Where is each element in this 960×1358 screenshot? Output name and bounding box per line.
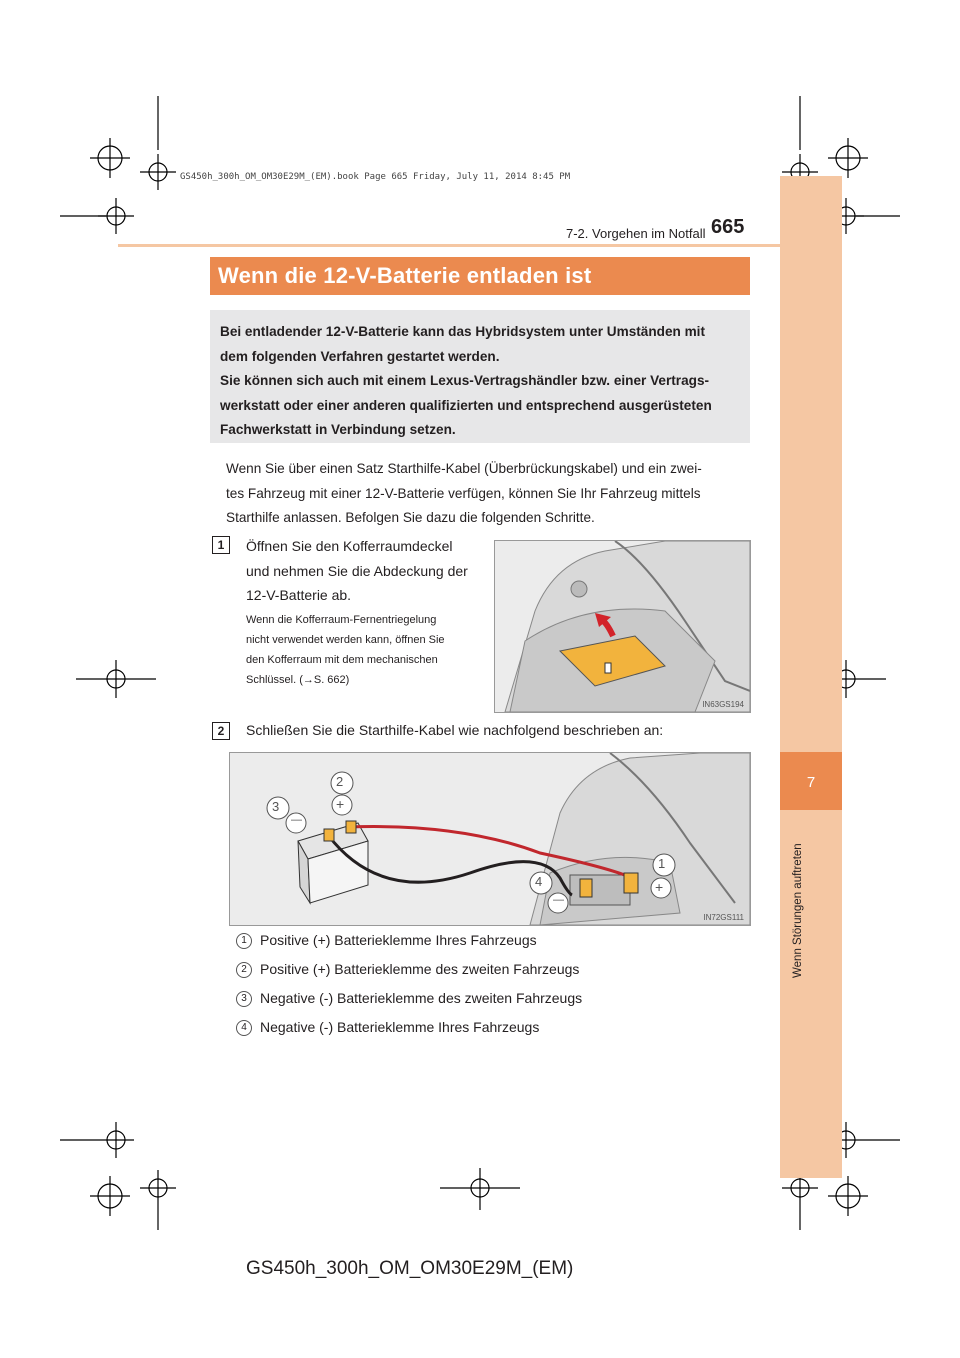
step-1-line: Öffnen Sie den Kofferraumdeckel (246, 538, 453, 554)
print-info-line: GS450h_300h_OM_OM30E29M_(EM).book Page 665 Friday, July 11, 2014 8:45 PM (180, 172, 571, 182)
plus-symbol: + (655, 879, 664, 895)
header-rule (118, 244, 780, 247)
figure-jumper-cables (229, 752, 751, 926)
step-2-text: Schließen Sie die Starthilfe-Kabel wie nachfolgend beschrieben an: (246, 722, 664, 738)
note-line: Schlüssel. (→S. 662) (246, 674, 350, 686)
minus-symbol: — (553, 894, 564, 906)
callout-4: 4 (535, 874, 543, 889)
note-line: nicht verwendet werden kann, öffnen Sie (246, 634, 445, 646)
page-number: 665 (711, 216, 745, 238)
chapter-number: 7 (806, 774, 816, 791)
body-line: Starthilfe anlassen. Befolgen Sie dazu die folgenden Schritte. (226, 510, 595, 525)
legend-number: 1 (236, 933, 252, 949)
chapter-title-vertical (790, 800, 810, 980)
note-line: den Kofferraum mit dem mechanischen (246, 654, 438, 666)
body-line: tes Fahrzeug mit einer 12-V-Batterie verfügen, können Sie Ihr Fahrzeug mittels (226, 485, 701, 501)
legend-number: 2 (236, 962, 252, 978)
note-line: Wenn die Kofferraum-Fernentriegelung (246, 614, 437, 626)
body-paragraph (226, 457, 746, 531)
legend-item (236, 932, 537, 949)
callout-2: 2 (336, 774, 344, 789)
section-header: 7-2. Vorgehen im Notfall (566, 226, 706, 241)
intro-box (210, 310, 750, 443)
trunk-illustration (495, 541, 750, 712)
legend-text: Positive (+) Batterieklemme des zweiten Fahrzeugs (260, 961, 580, 977)
chapter-side-tab (780, 176, 842, 1178)
page-title-bar (210, 257, 750, 295)
intro-line: dem folgenden Verfahren gestartet werden. (220, 348, 500, 364)
chapter-title: Wenn Störungen auftreten (792, 843, 804, 978)
legend-text: Negative (-) Batterieklemme Ihres Fahrzeugs (260, 1019, 540, 1035)
intro-line: Fachwerkstatt in Verbindung setzen. (220, 422, 456, 437)
callout-1: 1 (658, 856, 666, 871)
step-1-note (246, 610, 482, 690)
legend-text: Positive (+) Batterieklemme Ihres Fahrzeugs (260, 932, 537, 948)
figure-code: IN72GS111 (703, 913, 744, 922)
plus-symbol: + (336, 796, 345, 812)
legend-item (236, 990, 582, 1007)
jumper-cable-illustration (230, 753, 750, 925)
intro-line: Bei entladender 12-V-Batterie kann das Hybridsystem unter Umständen mit (220, 324, 705, 339)
minus-symbol: — (291, 814, 302, 826)
intro-line: Sie können sich auch mit einem Lexus-Vertragshändler bzw. einer Vertrags- (220, 373, 710, 388)
legend-item (236, 1019, 539, 1036)
figure-code: IN63GS194 (702, 700, 744, 709)
step-2-badge: 2 (212, 722, 230, 740)
legend-number: 3 (236, 991, 252, 1007)
step-1-text (246, 534, 482, 608)
legend-item (236, 961, 579, 978)
step-1-line: und nehmen Sie die Abdeckung der (246, 562, 468, 579)
step-1-line: 12-V-Batterie ab. (246, 587, 352, 603)
intro-line: werkstatt oder einer anderen qualifizierten und entsprechend ausgerüsteten (220, 397, 712, 413)
page-title: Wenn die 12-V-Batterie entladen ist (218, 263, 592, 288)
legend-text: Negative (-) Batterieklemme des zweiten Fahrzeugs (260, 990, 583, 1006)
step-1-badge: 1 (212, 536, 230, 554)
body-line: Wenn Sie über einen Satz Starthilfe-Kabel (Überbrückungskabel) und ein zwei- (226, 461, 702, 476)
document-footer: GS450h_300h_OM_OM30E29M_(EM) (246, 1258, 574, 1279)
legend-number: 4 (236, 1020, 252, 1036)
callout-3: 3 (272, 799, 280, 814)
figure-trunk-battery-cover (494, 540, 751, 713)
